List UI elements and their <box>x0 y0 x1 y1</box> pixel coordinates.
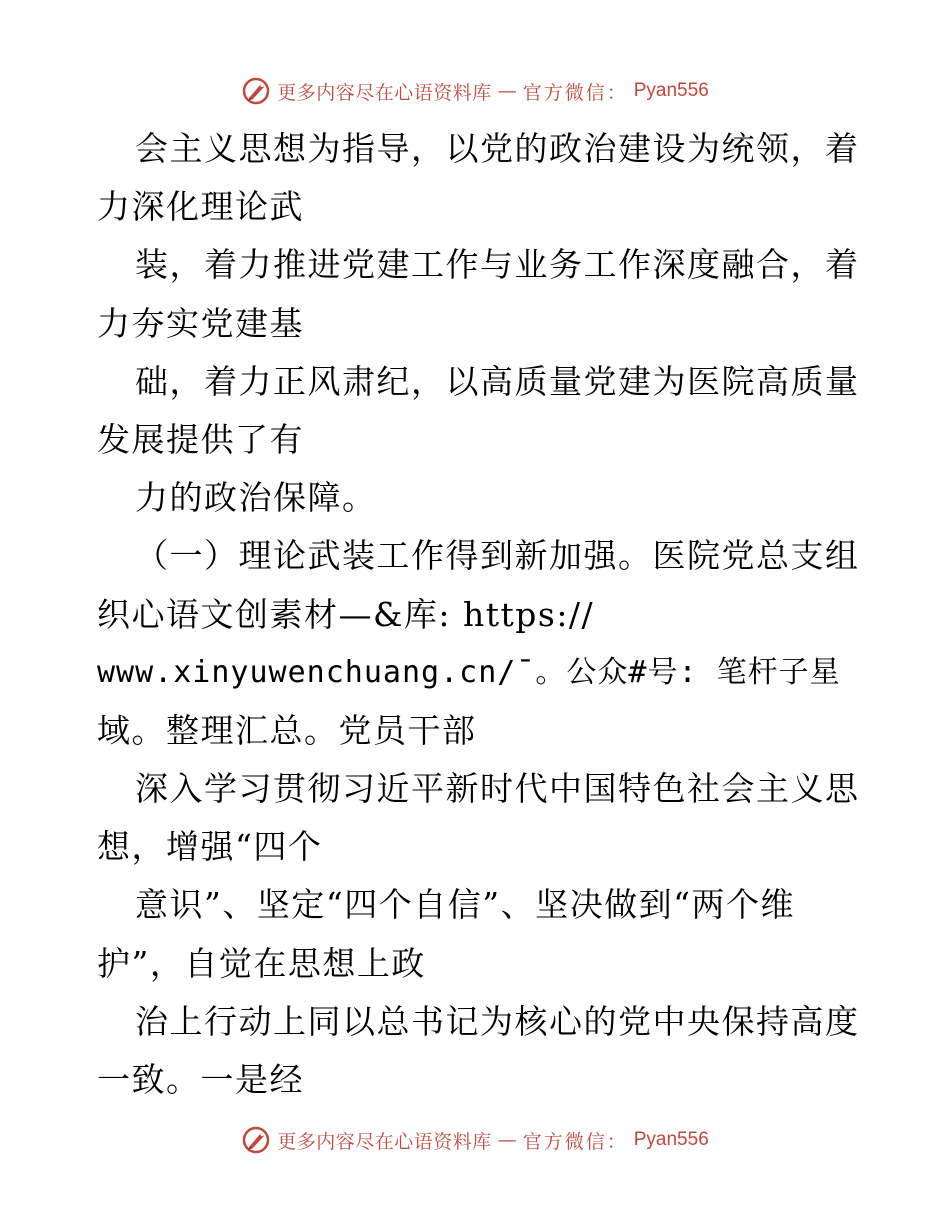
text-line: 想，增强“四个 <box>97 827 323 867</box>
text-line: 护”，自觉在思想上政 <box>97 943 426 983</box>
banner-wechat-id: Pyan556 <box>633 80 709 101</box>
text-line: 装，着力推进党建工作与业务工作深度融合，着 <box>135 245 860 285</box>
banner-official-label: 官方微信： <box>522 81 628 104</box>
header-banner <box>0 71 950 111</box>
text-line-url: www.xinyuwenchuang.cn/¯。公众#号: 笔杆子星 <box>97 654 841 690</box>
text-line: 意识”、坚定“四个自信”、坚决做到“两个维 <box>135 885 795 925</box>
text-line: 治上行动上同以总书记为核心的党中央保持高度 <box>135 1001 860 1041</box>
banner-official-label: 官方微信： <box>522 1130 628 1153</box>
text-line: 深入学习贯彻习近平新时代中国特色社会主义思 <box>135 769 860 809</box>
text-line: 域。整理汇总。党员干部 <box>97 710 477 750</box>
document-body <box>97 120 860 1109</box>
banner-wechat-id: Pyan556 <box>633 1129 709 1150</box>
quill-logo-icon <box>241 1125 271 1155</box>
banner-brand-text: 更多内容尽在心语资料库 <box>277 1130 492 1153</box>
text-line: 力的政治保障。 <box>135 478 377 518</box>
text-line: 础，着力正风肃纪，以高质量党建为医院高质量 <box>135 361 860 401</box>
text-line: 一致。一是经 <box>97 1060 304 1099</box>
text-line: 会主义思想为指导，以党的政治建设为统领，着 <box>135 129 860 168</box>
banner-brand-text: 更多内容尽在心语资料库 <box>277 81 492 104</box>
banner-dash: — <box>497 1129 517 1151</box>
banner-dash: — <box>497 80 517 102</box>
text-line: 力深化理论武 <box>97 187 304 227</box>
text-line: 力夯实党建基 <box>97 303 304 343</box>
footer-banner <box>0 1120 950 1160</box>
text-line: 发展提供了有 <box>97 419 304 459</box>
quill-logo-icon <box>241 76 271 106</box>
text-line-url: 织心语文创素材—&库: https:// <box>97 594 595 634</box>
text-line: （一）理论武装工作得到新加强。医院党总支组 <box>135 536 860 576</box>
